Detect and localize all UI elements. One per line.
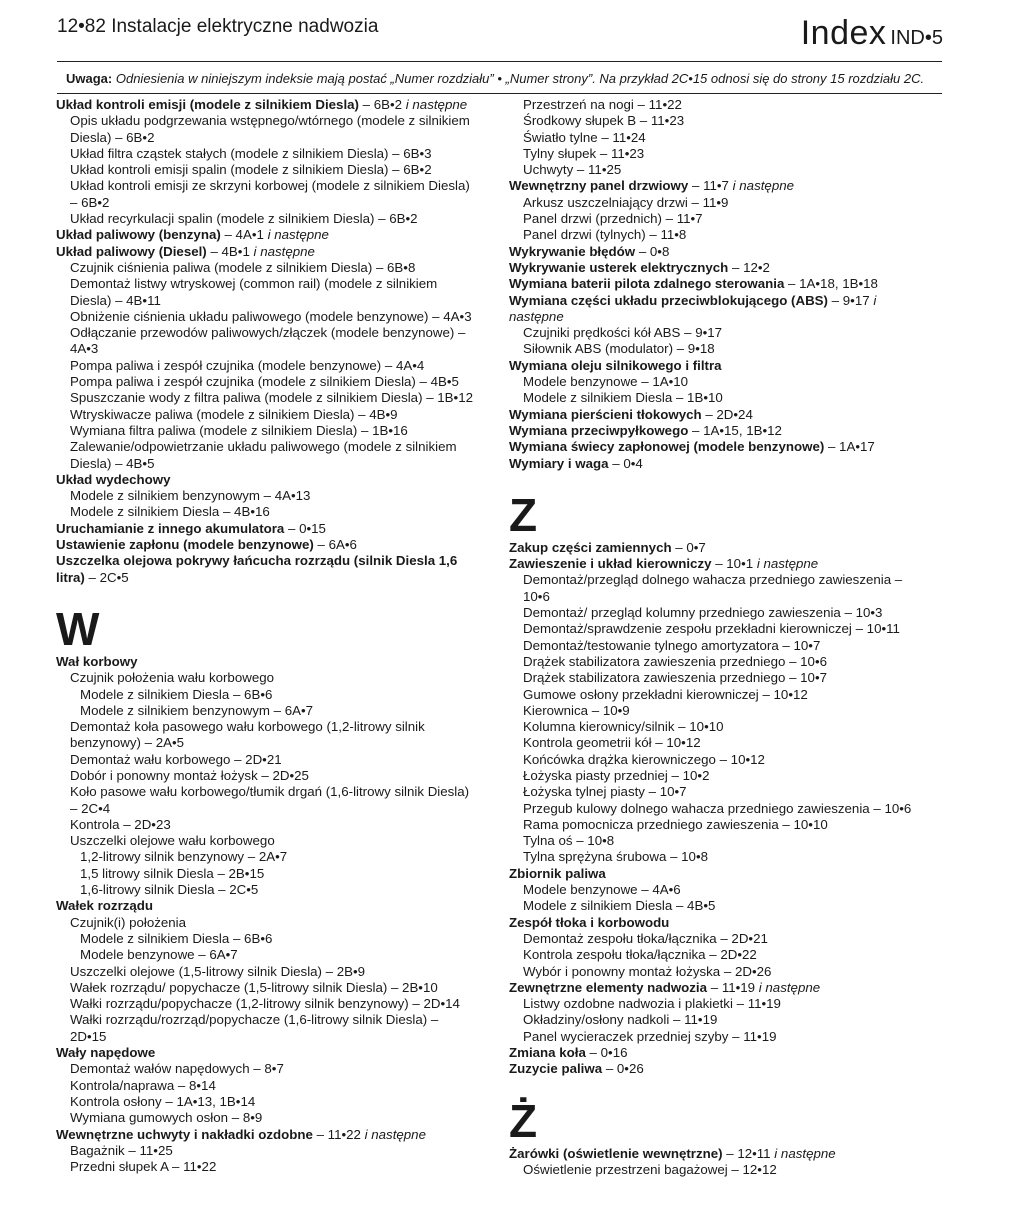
index-sub-entry: Kierownica – 10•9: [523, 702, 630, 718]
index-sub-entry: Wymiana filtra paliwa (modele z silnikiem Diesla) – 1B•16: [70, 422, 408, 438]
entry-heading: Zawieszenie i układ kierowniczy: [509, 556, 712, 572]
index-main-entry: [56, 244, 498, 260]
index-sub-entry: Tylny słupek – 11•23: [523, 145, 645, 161]
entry-page-ref: – 11•19: [707, 979, 759, 995]
index-sub-entry: benzynowy) – 2A•5: [70, 735, 185, 751]
index-sub-entry: Modele z silnikiem benzynowym – 4A•13: [70, 488, 311, 504]
index-main-entry: [56, 97, 498, 113]
entry-heading: Wykrywanie usterek elektrycznych: [509, 259, 729, 275]
index-sub-entry: Modele z silnikiem Diesla – 4B•5: [523, 898, 716, 914]
entry-page-ref: – 2D•24: [701, 406, 753, 422]
index-main-entry: [509, 439, 951, 455]
index-sub-entry: Wtryskiwacze paliwa (modele z silnikiem Diesla) – 4B•9: [70, 406, 398, 422]
index-sub-entry: Przedni słupek A – 11•22: [70, 1159, 217, 1175]
entry-heading: Wewnętrzne uchwyty i nakładki ozdobne: [56, 1126, 313, 1142]
entry-page-ref: – 9•17: [827, 292, 874, 308]
index-main-entry: [56, 537, 498, 553]
index-main-entry: [509, 407, 951, 423]
index-main-entry: [509, 980, 951, 996]
entry-page-ref: – 12•2: [728, 259, 770, 275]
index-sub-entry: Modele benzynowe – 4A•6: [523, 882, 681, 898]
index-sub-entry: Układ kontroli emisji spalin (modele z silnikiem Diesla) – 6B•2: [70, 162, 432, 178]
entry-continuation: następne: [509, 308, 564, 324]
entry-page-ref: – 4A•1: [220, 227, 268, 243]
entry-heading: Ustawienie zapłonu (modele benzynowe): [56, 537, 314, 553]
index-sub-entry: Panel drzwi (tylnych) – 11•8: [523, 227, 687, 243]
index-sub-entry: Dobór i ponowny montaż łożysk – 2D•25: [70, 767, 309, 783]
section-letter: Z: [509, 488, 538, 541]
index-sub-entry: Odłączanie przewodów paliwowych/złączek (modele benzynowe) –: [70, 325, 466, 341]
index-sub-entry: Demontaż listwy wtryskowej (common rail) (modele z silnikiem: [70, 276, 438, 292]
index-sub-entry: Wybór i ponowny montaż łożyska – 2D•26: [523, 963, 772, 979]
entry-heading: Wymiana pierścieni tłokowych: [509, 406, 702, 422]
index-sub-entry: Arkusz uszczelniający drzwi – 11•9: [523, 194, 729, 210]
index-sub-entry: Wałki rozrządu/rozrząd/popychacze (1,6-litrowy silnik Diesla) –: [70, 1012, 439, 1028]
index-sub-entry: Uchwyty – 11•25: [523, 162, 622, 178]
entry-heading: Wymiana części układu przeciwblokującego (ABS): [509, 292, 828, 308]
index-main-entry: [56, 227, 498, 243]
index-sub-entry: Demontaż/przegląd dolnego wahacza przedniego zawieszenia –: [523, 572, 903, 588]
index-main-entry: [509, 293, 951, 309]
entry-heading: Układ kontroli emisji (modele z silnikiem Diesla): [56, 97, 359, 112]
index-sub-entry: Czujnik(i) położenia: [70, 914, 187, 930]
entry-continuation: i następne: [756, 556, 819, 572]
index-sub-entry: Modele z silnikiem Diesla – 4B•16: [70, 504, 270, 520]
index-main-entry: [509, 309, 951, 325]
index-sub-entry: Gumowe osłony przekładni kierowniczej – 10•12: [523, 686, 808, 702]
index-sub-entry: Kontrola zespołu tłoka/łącznika – 2D•22: [523, 947, 757, 963]
entry-heading: Zbiornik paliwa: [509, 865, 606, 881]
entry-continuation: i: [873, 292, 877, 308]
running-header: 12•82 Instalacje elektryczne nadwozia: [57, 16, 379, 37]
entry-continuation: i następne: [364, 1126, 426, 1142]
index-sub-entry: Wałek rozrządu/ popychacze (1,5-litrowy silnik Diesla) – 2B•10: [70, 979, 438, 995]
entry-page-ref: – 0•16: [585, 1045, 628, 1061]
entry-heading: Wymiana baterii pilota zdalnego sterowania: [509, 276, 785, 292]
index-sub-entry: Czujniki prędkości kół ABS – 9•17: [523, 325, 723, 341]
index-main-entry: [509, 358, 951, 374]
entry-heading: Wykrywanie błędów: [509, 243, 636, 259]
index-sub-entry: Łożyska tylnej piasty – 10•7: [523, 784, 687, 800]
index-sub-entry: Układ kontroli emisji ze skrzyni korbowej (modele z silnikiem Diesla): [70, 178, 470, 194]
index-sub-entry: Demontaż/ przegląd kolumny przedniego zawieszenia – 10•3: [523, 605, 883, 621]
entry-continuation: i następne: [267, 227, 329, 243]
index-sub-entry: Panel drzwi (przednich) – 11•7: [523, 211, 703, 227]
index-main-entry: [509, 423, 951, 439]
index-main-entry: [509, 260, 951, 276]
entry-page-ref: – 11•22: [312, 1126, 365, 1142]
index-sub-entry: Obniżenie ciśnienia układu paliwowego (modele benzynowe) – 4A•3: [70, 308, 472, 324]
index-main-entry: [56, 570, 498, 586]
index-main-entry: [509, 866, 951, 882]
index-sub-entry: Koło pasowe wału korbowego/tłumik drgań (1,6-litrowy silnik Diesla): [70, 784, 470, 800]
index-main-entry: [56, 553, 498, 569]
index-main-entry: [56, 1127, 498, 1143]
index-subsub-entry: Modele z silnikiem benzynowym – 6A•7: [80, 702, 314, 718]
index-subsub-entry: 1,2-litrowy silnik benzynowy – 2A•7: [80, 849, 288, 865]
entry-heading: Uszczelka olejowa pokrywy łańcucha rozrządu (silnik Diesla 1,6: [56, 553, 458, 569]
index-main-entry: [509, 244, 951, 260]
index-subsub-entry: Modele benzynowe – 6A•7: [80, 947, 238, 963]
entry-heading: Uruchamianie z innego akumulatora: [56, 520, 285, 536]
index-sub-entry: Wałki rozrządu/popychacze (1,2-litrowy silnik benzynowy) – 2D•14: [70, 996, 460, 1012]
index-sub-entry: Kolumna kierownicy/silnik – 10•10: [523, 719, 724, 735]
index-sub-entry: Drążek stabilizatora zawieszenia przedniego – 10•7: [523, 670, 828, 686]
index-sub-entry: – 2C•4: [70, 800, 111, 816]
index-sub-entry: Modele z silnikiem Diesla – 1B•10: [523, 390, 723, 406]
index-sub-entry: Panel wycieraczek przedniej szyby – 11•19: [523, 1028, 777, 1044]
section-letter: Ż: [509, 1094, 538, 1147]
note-rule: [57, 93, 942, 94]
index-sub-entry: Uszczelki olejowe (1,5-litrowy silnik Diesla) – 2B•9: [70, 963, 366, 979]
index-subsub-entry: Modele z silnikiem Diesla – 6B•6: [80, 930, 273, 946]
index-sub-entry: Spuszczanie wody z filtra paliwa (modele z silnikiem Diesla) – 1B•12: [70, 390, 473, 406]
entry-page-ref: – 10•1: [711, 556, 757, 572]
index-sub-entry: Opis układu podgrzewania wstępnego/wtórnego (modele z silnikiem: [70, 113, 470, 129]
index-sub-entry: Demontaż/testowanie tylnego amortyzatora – 10•7: [523, 637, 821, 653]
entry-heading: Wały napędowe: [56, 1045, 156, 1061]
entry-heading: Wał korbowy: [56, 653, 138, 669]
index-column-left: [56, 97, 498, 1175]
index-sub-entry: Diesla) – 4B•11: [70, 292, 161, 308]
index-page-label: [801, 14, 943, 53]
index-sub-entry: Układ recyrkulacji spalin (modele z silnikiem Diesla) – 6B•2: [70, 211, 418, 227]
index-sub-entry: Listwy ozdobne nadwozia i plakietki – 11•19: [523, 996, 781, 1012]
index-sub-entry: Pompa paliwa i zespół czujnika (modele benzynowe) – 4A•4: [70, 357, 425, 373]
index-title: Index: [800, 14, 887, 52]
index-sub-entry: Przegub kulowy dolnego wahacza przedniego zawieszenia – 10•6: [523, 800, 912, 816]
index-main-entry: [56, 472, 498, 488]
index-main-entry: [509, 276, 951, 292]
index-sub-entry: Oświetlenie przestrzeni bagażowej – 12•12: [523, 1161, 777, 1177]
entry-page-ref: – 4B•1: [206, 243, 254, 259]
usage-note-text: Odniesienia w niniejszym indeksie mają postać „Numer rozdziału” • „Numer strony”. Na przykład 2C•15 odnosi się do strony 15 rozdziału 2C.: [115, 71, 925, 86]
entry-page-ref: – 6A•6: [313, 537, 357, 553]
index-sub-entry: Przestrzeń na nogi – 11•22: [523, 97, 682, 112]
index-sub-entry: 10•6: [523, 588, 550, 604]
entry-page-ref: – 0•8: [635, 243, 670, 259]
index-sub-entry: Tylna oś – 10•8: [523, 833, 615, 849]
entry-heading: Wymiary i waga: [509, 455, 609, 471]
index-sub-entry: Czujnik położenia wału korbowego: [70, 670, 275, 686]
index-sub-entry: Łożyska piasty przedniej – 10•2: [523, 767, 710, 783]
index-sub-entry: Demontaż wału korbowego – 2D•21: [70, 751, 282, 767]
entry-page-ref: – 1A•15, 1B•12: [688, 422, 782, 438]
index-page-number: IND•5: [890, 27, 943, 49]
index-main-entry: [509, 1045, 951, 1061]
index-main-entry: [509, 1061, 951, 1077]
index-sub-entry: Układ filtra cząstek stałych (modele z silnikiem Diesla) – 6B•3: [70, 145, 432, 161]
entry-heading: Układ paliwowy (Diesel): [56, 243, 207, 259]
index-sub-entry: Czujnik ciśnienia paliwa (modele z silnikiem Diesla) – 6B•8: [70, 259, 416, 275]
index-main-entry: [56, 898, 498, 914]
index-sub-entry: Bagażnik – 11•25: [70, 1142, 173, 1158]
entry-heading: Układ paliwowy (benzyna): [56, 227, 221, 243]
entry-page-ref: – 0•26: [602, 1061, 644, 1077]
index-sub-entry: Kontrola osłony – 1A•13, 1B•14: [70, 1093, 256, 1109]
index-sub-entry: Modele benzynowe – 1A•10: [523, 374, 689, 390]
entry-heading: litra): [56, 569, 85, 585]
entry-continuation: i następne: [732, 178, 795, 194]
entry-heading: Zakup części zamiennych: [509, 539, 672, 555]
entry-page-ref: – 2C•5: [84, 569, 129, 585]
index-subsub-entry: 1,6-litrowy silnik Diesla – 2C•5: [80, 882, 259, 898]
entry-continuation: i następne: [774, 1145, 836, 1161]
index-main-entry: [56, 1045, 498, 1061]
index-main-entry: [56, 654, 498, 670]
entry-page-ref: – 11•7: [688, 178, 733, 194]
entry-heading: Wymiana przeciwpyłkowego: [509, 422, 689, 438]
index-sub-entry: Uszczelki olejowe wału korbowego: [70, 833, 275, 849]
index-main-entry: [509, 456, 951, 472]
index-sub-entry: Demontaż koła pasowego wału korbowego (1,2-litrowy silnik: [70, 719, 425, 735]
index-sub-entry: Drążek stabilizatora zawieszenia przedniego – 10•6: [523, 653, 828, 669]
index-column-right: [509, 97, 951, 1178]
index-sub-entry: Diesla) – 4B•5: [70, 455, 155, 471]
entry-continuation: i następne: [253, 243, 315, 259]
index-sub-entry: Demontaż wałów napędowych – 8•7: [70, 1061, 284, 1077]
index-sub-entry: Światło tylne – 11•24: [523, 129, 646, 145]
index-sub-entry: – 6B•2: [70, 194, 110, 210]
index-main-entry: [56, 521, 498, 537]
entry-page-ref: – 6B•2: [358, 97, 406, 112]
index-sub-entry: Wymiana gumowych osłon – 8•9: [70, 1110, 263, 1126]
header-rule: [57, 61, 942, 62]
index-sub-entry: Diesla) – 6B•2: [70, 129, 155, 145]
entry-page-ref: – 0•15: [284, 520, 326, 536]
index-subsub-entry: Modele z silnikiem Diesla – 6B•6: [80, 686, 273, 702]
entry-heading: Zuzycie paliwa: [509, 1061, 603, 1077]
entry-page-ref: – 1A•18, 1B•18: [784, 276, 878, 292]
index-sub-entry: 4A•3: [70, 341, 99, 357]
index-sub-entry: Demontaż/sprawdzenie zespołu przekładni kierowniczej – 10•11: [523, 621, 900, 637]
entry-heading: Wewnętrzny panel drzwiowy: [509, 178, 689, 194]
index-sub-entry: Kontrola geometrii kół – 10•12: [523, 735, 701, 751]
index-main-entry: [509, 178, 951, 194]
index-sub-entry: Demontaż zespołu tłoka/łącznika – 2D•21: [523, 930, 768, 946]
entry-page-ref: – 0•4: [608, 455, 643, 471]
section-letter: W: [56, 602, 100, 655]
entry-heading: Żarówki (oświetlenie wewnętrzne): [509, 1145, 723, 1161]
index-main-entry: [509, 1146, 951, 1162]
index-sub-entry: Siłownik ABS (modulator) – 9•18: [523, 341, 715, 357]
index-sub-entry: Pompa paliwa i zespół czujnika (modele z silnikiem Diesla) – 4B•5: [70, 374, 459, 390]
entry-continuation: i następne: [405, 97, 468, 112]
index-sub-entry: Kontrola/naprawa – 8•14: [70, 1077, 216, 1093]
entry-page-ref: – 0•7: [671, 539, 706, 555]
entry-heading: Wymiana świecy zapłonowej (modele benzynowe): [509, 439, 825, 455]
index-sub-entry: Środkowy słupek B – 11•23: [523, 113, 685, 129]
index-sub-entry: 2D•15: [70, 1028, 107, 1044]
entry-heading: Wałek rozrządu: [56, 898, 154, 914]
entry-continuation: i następne: [758, 979, 821, 995]
index-sub-entry: Końcówka drążka kierowniczego – 10•12: [523, 751, 765, 767]
index-sub-entry: Tylna sprężyna śrubowa – 10•8: [523, 849, 709, 865]
usage-note: [66, 71, 924, 86]
index-subsub-entry: 1,5 litrowy silnik Diesla – 2B•15: [80, 865, 265, 881]
entry-heading: Układ wydechowy: [56, 471, 171, 487]
entry-heading: Wymiana oleju silnikowego i filtra: [509, 357, 722, 373]
index-sub-entry: Rama pomocnicza przedniego zawieszenia – 10•10: [523, 816, 828, 832]
index-main-entry: [509, 556, 951, 572]
usage-note-label: Uwaga:: [66, 71, 113, 86]
index-sub-entry: Zalewanie/odpowietrzanie układu paliwowego (modele z silnikiem: [70, 439, 457, 455]
index-main-entry: [509, 540, 951, 556]
entry-heading: Zespół tłoka i korbowodu: [509, 914, 670, 930]
entry-heading: Zewnętrzne elementy nadwozia: [509, 979, 708, 995]
entry-page-ref: – 1A•17: [824, 439, 875, 455]
entry-page-ref: – 12•11: [722, 1145, 775, 1161]
index-sub-entry: Okładziny/osłony nadkoli – 11•19: [523, 1012, 718, 1028]
index-sub-entry: Kontrola – 2D•23: [70, 816, 171, 832]
entry-heading: Zmiana koła: [509, 1045, 586, 1061]
index-main-entry: [509, 915, 951, 931]
